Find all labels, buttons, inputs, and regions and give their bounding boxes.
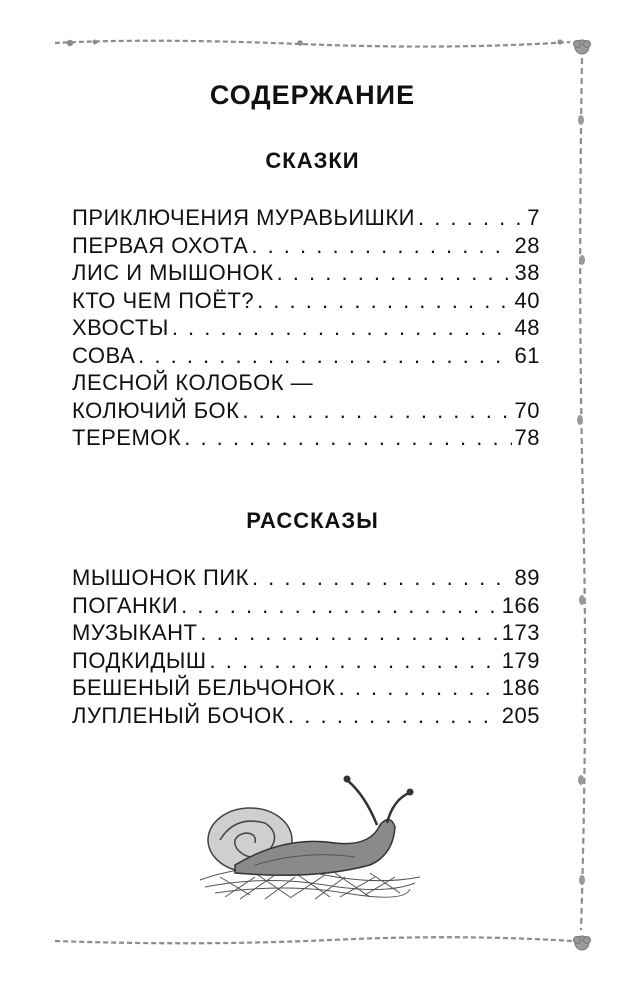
toc-entry-page: 205	[501, 702, 540, 728]
toc-entry-title: ТЕРЕМОК	[72, 425, 182, 450]
toc-list-skazki	[72, 204, 540, 452]
toc-entry[interactable]	[72, 397, 540, 425]
snail-icon	[195, 765, 425, 915]
toc-entry[interactable]	[72, 342, 540, 370]
toc-entry-line1[interactable]	[72, 369, 540, 397]
toc-entry[interactable]	[72, 232, 540, 260]
toc-entry[interactable]	[72, 204, 540, 232]
dot-leader	[200, 619, 498, 647]
toc-entry-title: БЕШЕНЫЙ БЕЛЬЧОНОК	[72, 675, 336, 700]
dot-leader	[210, 647, 499, 675]
toc-entry-page: 61	[514, 342, 540, 368]
dot-leader	[252, 564, 512, 592]
toc-entry[interactable]	[72, 592, 540, 620]
dot-leader	[339, 674, 499, 702]
toc-entry-page: 89	[514, 565, 540, 590]
toc-entry[interactable]	[72, 702, 540, 730]
toc-entry[interactable]	[72, 647, 540, 675]
toc-entry[interactable]	[72, 564, 540, 592]
dot-leader	[277, 259, 512, 287]
toc-entry-page: 28	[514, 232, 540, 258]
toc-entry-title: ХВОСТЫ	[72, 315, 169, 340]
toc-entry[interactable]	[72, 619, 540, 647]
toc-entry-page: 70	[514, 397, 540, 423]
toc-entry-title-line1: ЛЕСНОЙ КОЛОБОК —	[72, 370, 314, 395]
dot-leader	[181, 592, 499, 620]
dot-leader	[138, 342, 511, 370]
toc-entry-page: 173	[501, 620, 540, 645]
toc-entry-page: 7	[527, 205, 540, 230]
toc-entry-page: 166	[501, 592, 540, 618]
dot-leader	[288, 702, 499, 730]
toc-entry-title: ПОГАНКИ	[72, 592, 179, 618]
toc-entry-page: 40	[514, 287, 540, 313]
toc-entry-page: 78	[514, 425, 540, 450]
toc-entry[interactable]	[72, 674, 540, 702]
dot-leader	[242, 397, 511, 425]
dot-leader	[251, 232, 511, 260]
toc-entry-title: ПЕРВАЯ ОХОТА	[72, 232, 249, 258]
toc-entry-page: 48	[514, 315, 540, 340]
toc-entry-title: КТО ЧЕМ ПОЁТ?	[72, 287, 255, 313]
toc-entry-title: ПРИКЛЮЧЕНИЯ МУРАВЬИШКИ	[72, 205, 415, 230]
dot-leader	[172, 314, 512, 342]
section-title-rasskazy: РАССКАЗЫ	[246, 508, 379, 533]
toc-entry-title: МЫШОНОК ПИК	[72, 565, 249, 590]
dot-leader	[257, 287, 511, 315]
toc-entry[interactable]	[72, 287, 540, 315]
section-title-skazki: СКАЗКИ	[265, 148, 360, 173]
toc-list-rasskazy	[72, 564, 540, 729]
toc-entry-page: 186	[501, 675, 540, 700]
toc-entry-title: ПОДКИДЫШ	[72, 647, 207, 673]
toc-entry-title: СОВА	[72, 342, 136, 368]
toc-entry-page: 179	[501, 647, 540, 673]
snail-illustration	[195, 765, 425, 920]
toc-entry[interactable]	[72, 424, 540, 452]
toc-entry[interactable]	[72, 259, 540, 287]
toc-entry-title: КОЛЮЧИЙ БОК	[72, 397, 240, 423]
toc-entry-title: ЛУПЛЕНЫЙ БОЧОК	[72, 702, 286, 728]
dot-leader	[418, 204, 524, 232]
toc-entry-title: МУЗЫКАНТ	[72, 620, 198, 645]
toc-entry-page: 38	[514, 260, 540, 285]
toc-entry-title: ЛИС И МЫШОНОК	[72, 260, 274, 285]
dot-leader	[184, 424, 511, 452]
page-title: СОДЕРЖАНИЕ	[209, 80, 416, 110]
toc-entry[interactable]	[72, 314, 540, 342]
